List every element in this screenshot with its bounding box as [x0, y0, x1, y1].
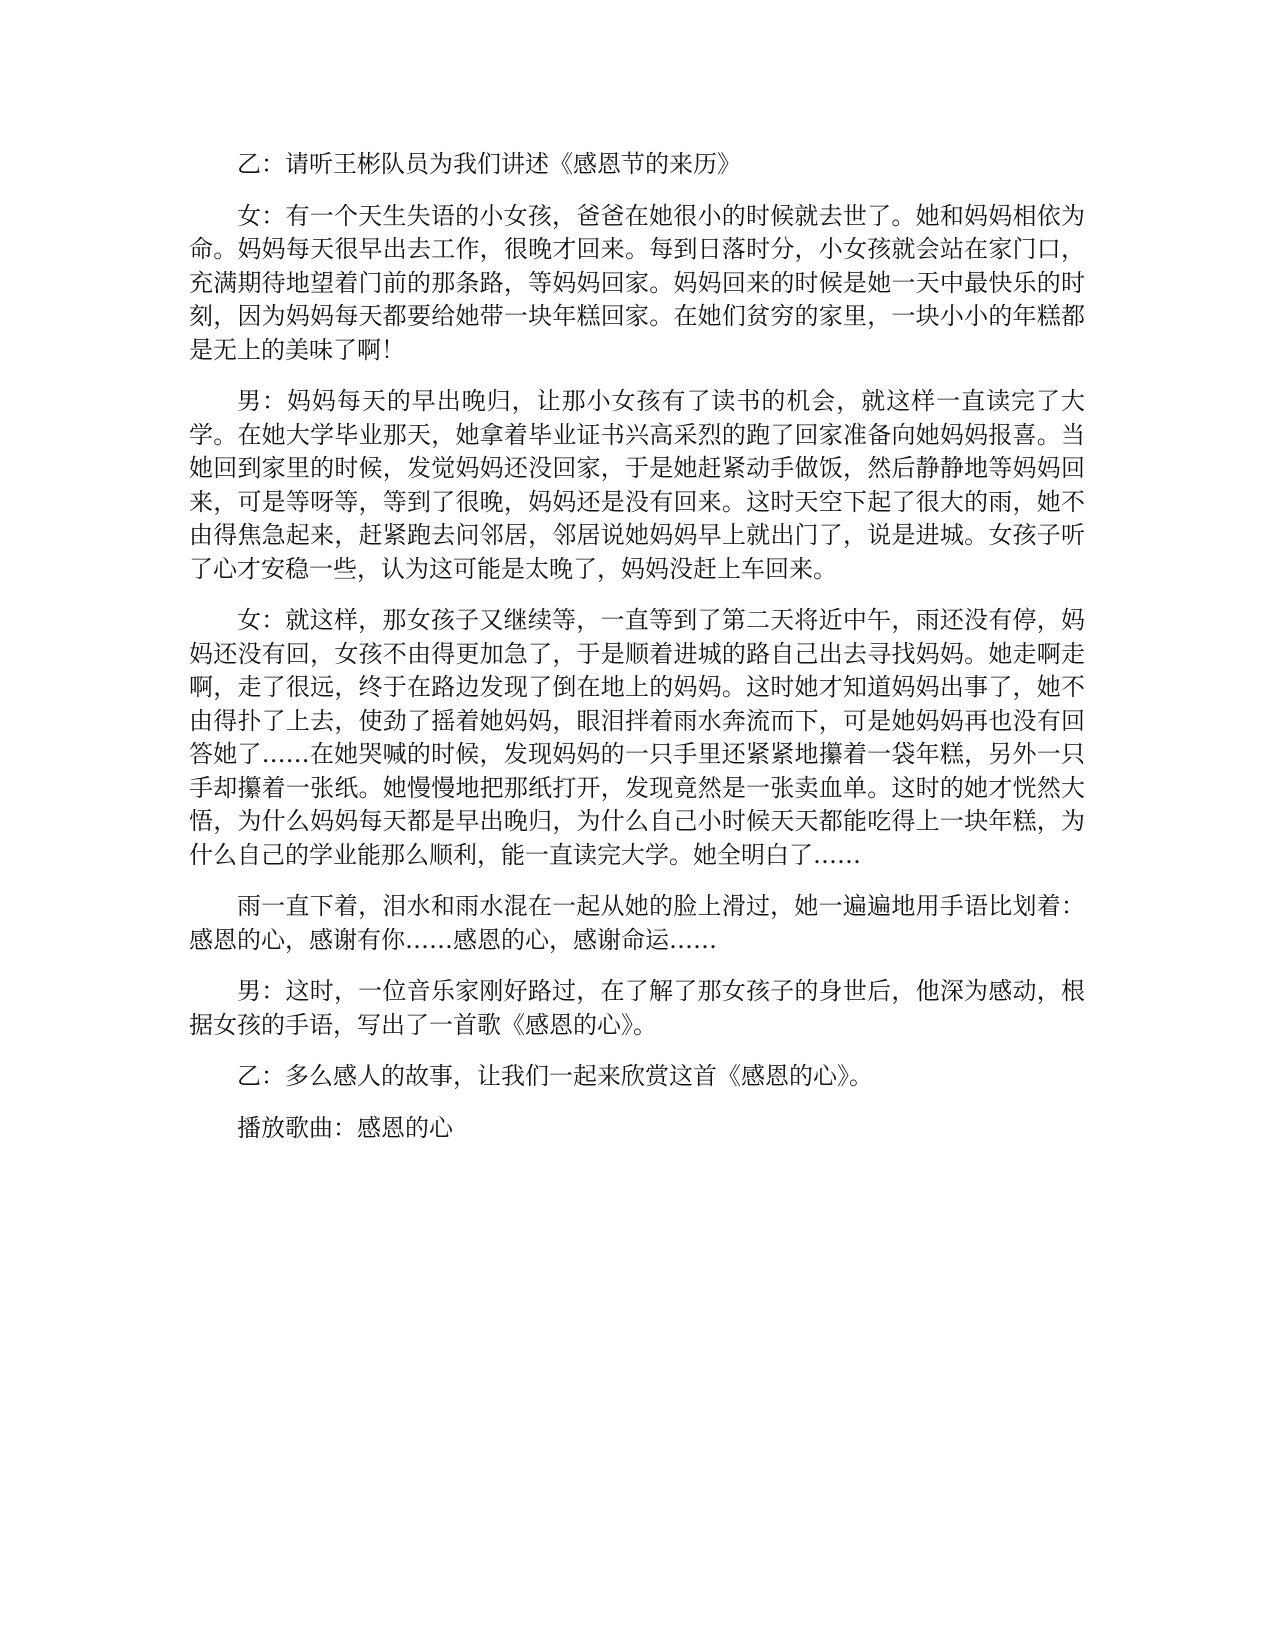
paragraph-intro: 乙：请听王彬队员为我们讲述《感恩节的来历》	[237, 150, 741, 178]
paragraph-story-5: 男：这时，一位音乐家刚好路过，在了解了那女孩子的身世后，他深为感动，根据女孩的手语，写出了一首歌《感恩的心》。	[189, 977, 1085, 1039]
paragraph-story-2: 男：妈妈每天的早出晚归，让那小女孩有了读书的机会，就这样一直读完了大学。在她大学毕业那天，她拿着毕业证书兴高采烈的跑了回家准备向她妈妈报喜。当她回到家里的时候，发觉妈妈还没回家，于是她赶紧动手做饭，然后静静地等妈妈回来，可是等呀等，等到了很晚，妈妈还是没有回来。这时天空下起了很大的雨，她不由得焦急起来，赶紧跑去问邻居，邻居说她妈妈早上就出门了，说是进城。女孩子听了心才安稳一些，认为这可能是太晚了，妈妈没赶上车回来。	[189, 387, 1085, 583]
paragraph-story-1: 女：有一个天生失语的小女孩，爸爸在她很小的时候就去世了。她和妈妈相依为命。妈妈每天很早出去工作，很晚才回来。每到日落时分，小女孩就会站在家门口，充满期待地望着门前的那条路，等妈妈回家。妈妈回来的时候是她一天中最快乐的时刻，因为妈妈每天都要给她带一块年糕回家。在她们贫穷的家里，一块小小的年糕都是无上的美味了啊！	[189, 201, 1085, 364]
paragraph-story-3: 女：就这样，那女孩子又继续等，一直等到了第二天将近中午，雨还没有停，妈妈还没有回，女孩不由得更加急了，于是顺着进城的路自己出去寻找妈妈。她走啊走啊，走了很远，终于在路边发现了倒在地上的妈妈。这时她才知道妈妈出事了，她不由得扑了上去，使劲了摇着她妈妈，眼泪拌着雨水奔流而下，可是她妈妈再也没有回答她了……在她哭喊的时候，发现妈妈的一只手里还紧紧地攥着一袋年糕，另外一只手却攥着一张纸。她慢慢地把那纸打开，发现竟然是一张卖血单。这时的她才恍然大悟，为什么妈妈每天都是早出晚归，为什么自己小时候天天都能吃得上一块年糕，为什么自己的学业能那么顺利，能一直读完大学。她全明白了……	[189, 606, 1085, 869]
document-body	[189, 148, 1085, 1163]
paragraph-story-4: 雨一直下着，泪水和雨水混在一起从她的脸上滑过，她一遍遍地用手语比划着：感恩的心，感谢有你……感恩的心，感谢命运……	[189, 892, 1085, 954]
paragraph-closing: 乙：多么感人的故事，让我们一起来欣赏这首《感恩的心》。	[237, 1062, 873, 1090]
paragraph-song: 播放歌曲：感恩的心	[237, 1113, 453, 1142]
